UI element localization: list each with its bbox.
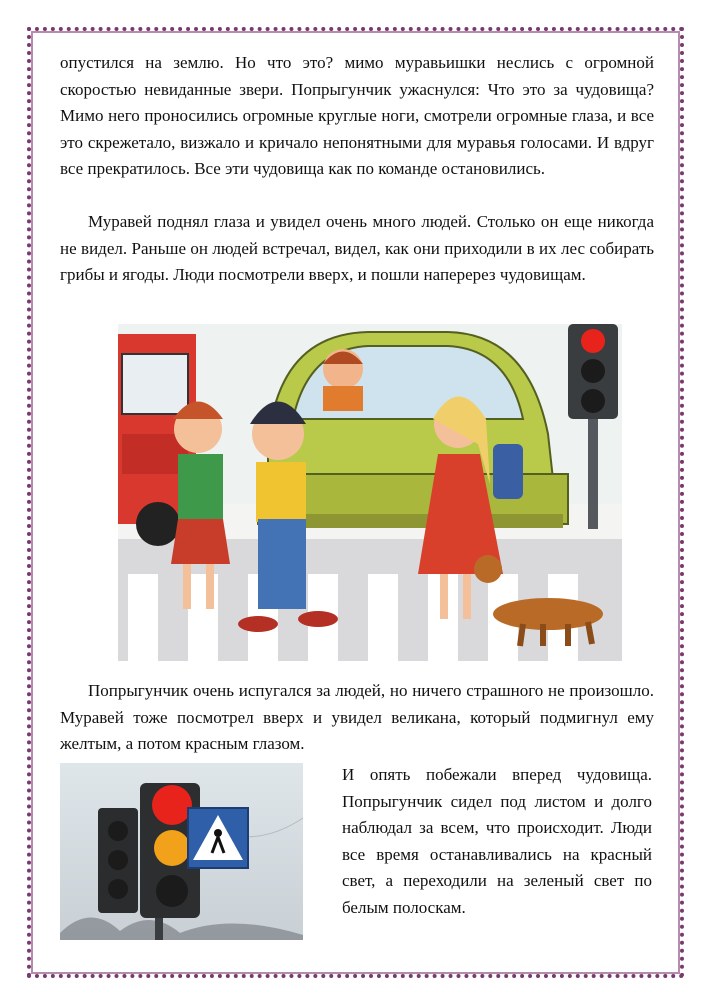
paragraph-1: опустился на землю. Но что это? мимо муравьишки неслись с огромной скоростью невиданные звери. Попрыгунчик ужаснулся: Что это за чудовища? Мимо него проносились огромные круглые ноги, смотрели огромные глаза, и все это скрежетало, визжало и кричало непонятными для муравья голосами. И вдруг все прекратилось. Все эти чудовища как по команде остановились.: [60, 53, 654, 178]
paragraph-3: Попрыгунчик очень испугался за людей, но ничего страшного не произошло. Муравей тоже посмотрел вверх и увидел великана, который подмигнул ему желтым, а потом красным глазом.: [60, 681, 654, 753]
crosswalk-illustration: [118, 324, 622, 661]
paragraph-2: Муравей поднял глаза и увидел очень много людей. Столько он еще никогда не видел. Раньше он людей встречал, видел, как они приходили в их лес собирать грибы и ягоды. Люди посмотрели вверх, и пошли наперерез чудовищам.: [60, 212, 654, 284]
paragraph-4: И опять побежали вперед чудовища. Попрыгунчик сидел под листом и долго наблюдал за всем, что происходит. Люди все время останавливались на красный свет, а переходили на зеленый свет по белым полоскам.: [342, 765, 652, 917]
traffic-light-photo: [60, 763, 303, 940]
